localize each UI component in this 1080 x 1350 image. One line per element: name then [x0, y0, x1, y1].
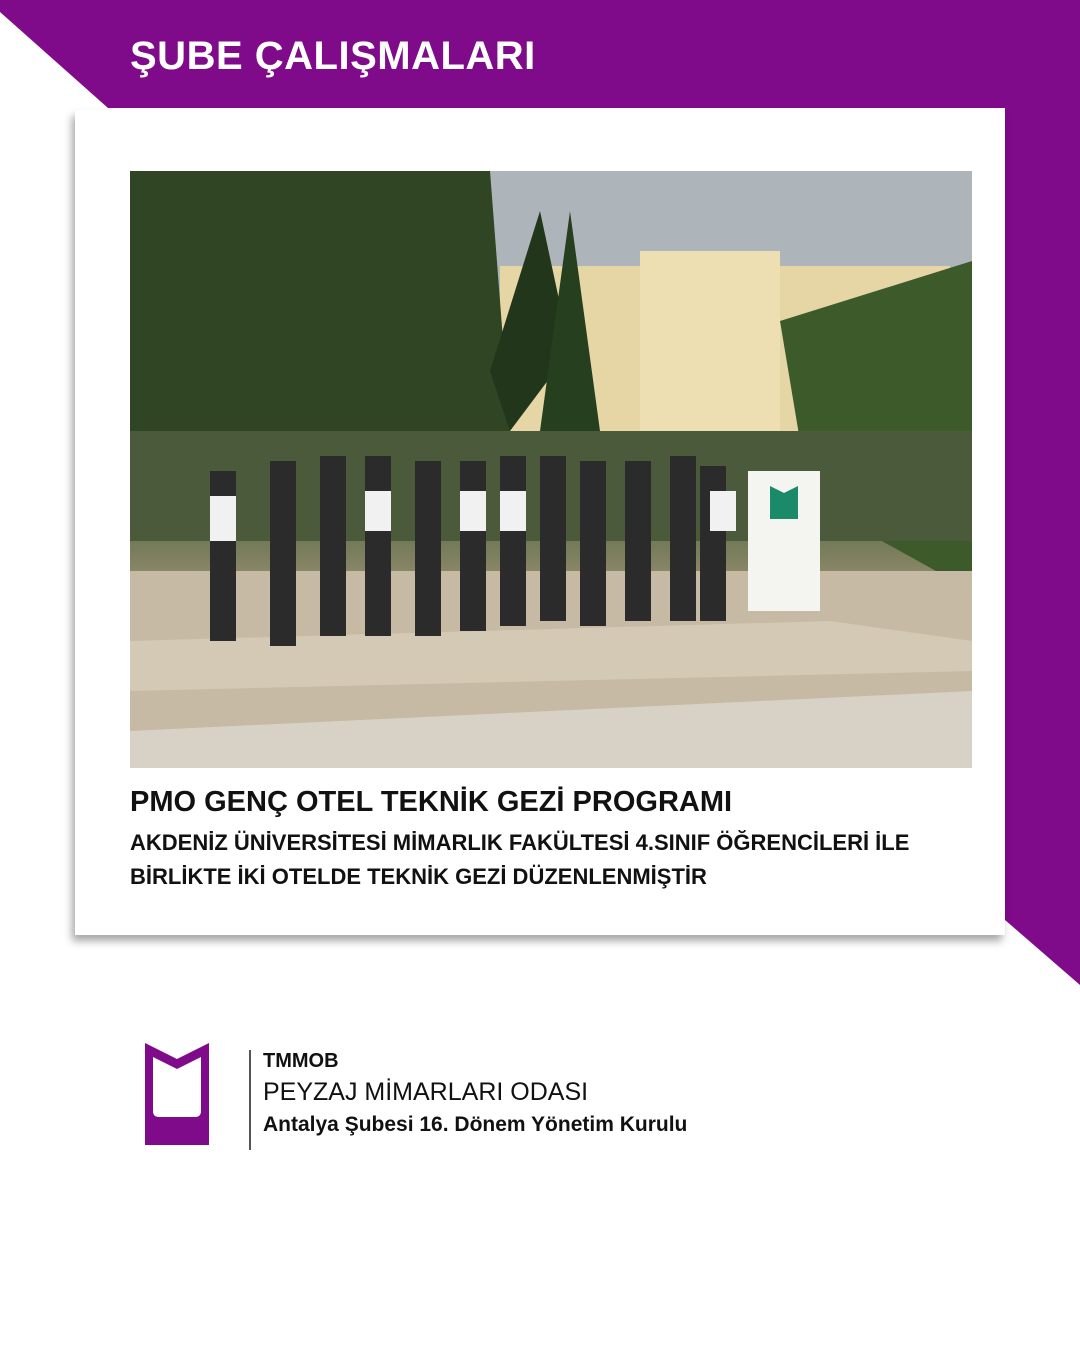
section-title: ŞUBE ÇALIŞMALARI [130, 34, 536, 78]
footer-divider [249, 1050, 251, 1150]
group-photo [130, 171, 972, 768]
pmo-logo-icon [145, 1043, 209, 1145]
post-subtitle: AKDENİZ ÜNİVERSİTESİ MİMARLIK FAKÜLTESİ 4.SINIF ÖĞRENCİLERİ İLE BİRLİKTE İKİ OTELDE TEKNİK GEZİ DÜZENLENMİŞTİR [130, 830, 910, 889]
post-card [75, 110, 1005, 935]
org-name: PEYZAJ MİMARLARI ODASI [263, 1078, 589, 1106]
org-name-tmmob: TMMOB [263, 1050, 339, 1072]
org-branch: Antalya Şubesi 16. Dönem Yönetim Kurulu [263, 1113, 688, 1136]
post-title: PMO GENÇ OTEL TEKNİK GEZİ PROGRAMI [130, 786, 733, 818]
